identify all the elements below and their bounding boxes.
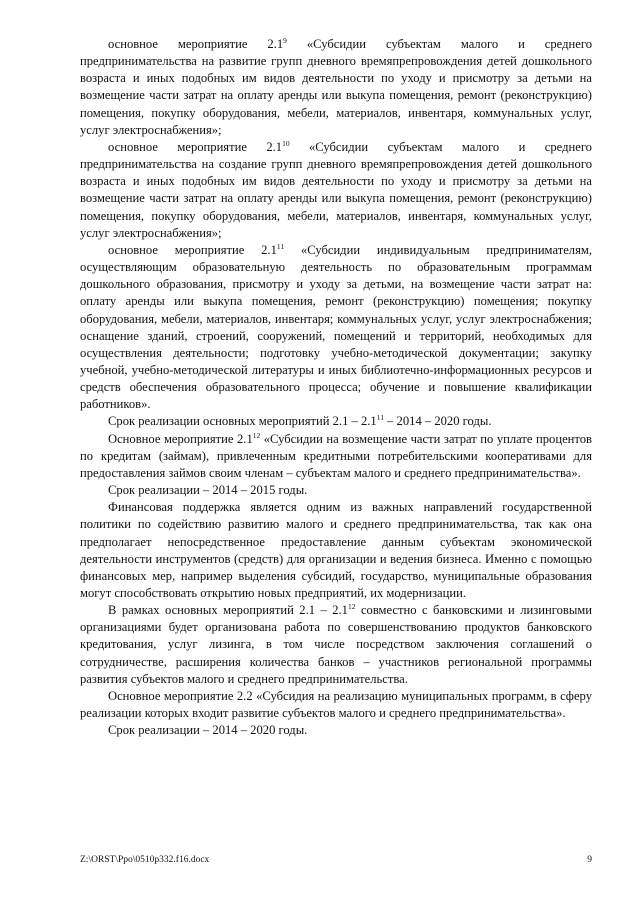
page-footer bbox=[80, 855, 592, 865]
paragraph-1: основное мероприятие $2.1^9$ «Субсидии субъектам малого и среднего предпринимательства на развитие групп дневного времяпрепровождения детей дошкольного возраста и иных подобных им видов деятельности по уходу и присмотру за детьми на возмещение части затрат на оплату аренды или выкупа помещения, ремонт (реконструкцию) помещения, покупку оборудования, мебели, материалов, инвентаря, коммунальных услуг, услуг электроснабжения»; bbox=[80, 35, 592, 137]
paragraph-7: Финансовая поддержка является одним из важных направлений государственной политики по содействию развитию малого и среднего предпринимательства, так как она предполагает непосредственное предоставление данным субъектам экономической деятельности инструментов (средств) для организации и ведения бизнеса. Именно с помощью финансовых мер, например выделения субсидий, государство, муниципальные образования могут способствовать открытию новых предприятий, их модернизации. bbox=[80, 500, 592, 600]
paragraph-6: Срок реализации – 2014 – 2015 годы. bbox=[108, 483, 308, 498]
paragraph-10: Срок реализации – 2014 – 2020 годы. bbox=[108, 723, 308, 738]
document-body bbox=[80, 36, 592, 739]
paragraph-4: Срок реализации основных мероприятий $2.1 - 2.1^{11} - 2014 - 2020$ годы. bbox=[108, 413, 492, 429]
paragraph-3: основное мероприятие $2.1^{11}$ «Субсидии индивидуальным предпринимателям, осуществляющим образовательную деятельность по образовательным программам дошкольного образования, присмотру и уходу за детьми, на возмещение части затрат на: оплату аренды или выкупа помещения, ремонт (реконструкцию) помещения; покупку оборудования, мебели, материалов, инвентаря; коммунальных услуг, услуг электроснабжения; оснащение зданий, строений, сооружений, помещений и территорий, необходимых для осуществления деятельности; подготовку учебно-методической документации; закупку учебной, учебно-методической литературы и иных библиотечно-информационных ресурсов и средств обеспечения образовательного процесса; обучение и повышение квалификации работников». bbox=[80, 241, 592, 412]
paragraph-8: В рамках основных мероприятий $2.1 - 2.1^{12}$ совместно с банковскими и лизинговыми организациями будет организована работа по совершенствованию продуктов банковского кредитования, услуг лизинга, в том числе посредством заключения соглашений о сотрудничестве, расширения количества банков – участников региональной программы развития субъектов малого и среднего предпринимательства. bbox=[80, 601, 592, 686]
page-number: 9 bbox=[587, 855, 592, 865]
file-path: Z:\ORST\Ppo\0510p332.f16.docx bbox=[80, 855, 210, 865]
paragraph-5: Основное мероприятие $2.1^{12}$ «Субсидии на возмещение части затрат по уплате процентов по кредитам (займам), привлеченным кредитными потребительскими кооперативами для предоставления займов своим членам – субъектам малого и среднего предпринимательства». bbox=[80, 430, 592, 480]
paragraph-2: основное мероприятие $2.1^{10}$ «Субсидии субъектам малого и среднего предпринимательства на создание групп дневного времяпрепровождения детей дошкольного возраста и иных подобных им видов деятельности по уходу и присмотру за детьми на возмещение части затрат на оплату аренды или выкупа помещения, ремонт (реконструкцию) помещения, покупку оборудования, мебели, материалов, инвентаря, коммунальных услуг, услуг электроснабжения»; bbox=[80, 138, 592, 240]
paragraph-9: Основное мероприятие 2.2 «Субсидия на реализацию муниципальных программ, в сферу реализации которых входит развитие субъектов малого и среднего предпринимательства». bbox=[80, 688, 592, 721]
